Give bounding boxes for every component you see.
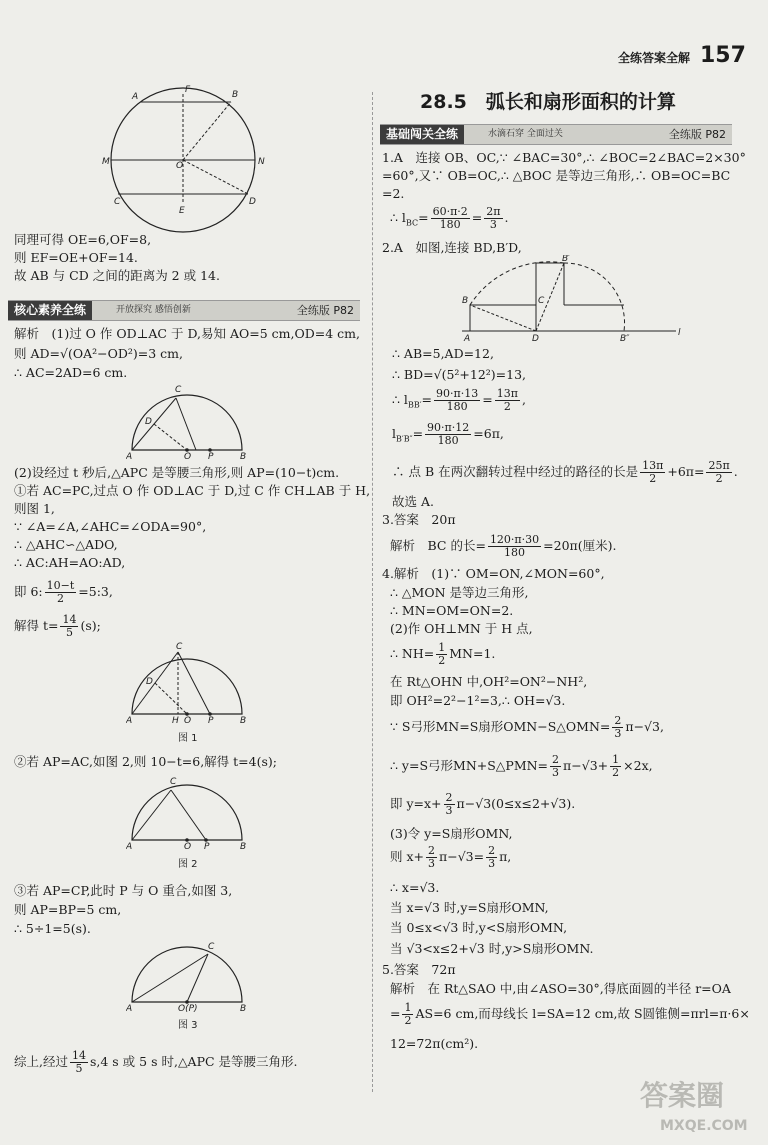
left-line-1: 同理可得 OE=6,OF=8, [14, 232, 152, 247]
section-tag: 基础闯关全练 [380, 125, 464, 144]
q4-line-1: 4.解析 (1)∵ OM=ON,∠MON=60°, [382, 566, 605, 581]
eq-text: π−√3+ [563, 758, 609, 773]
q4-line-6: 在 Rt△OHN 中,OH²=ON²−NH², [390, 674, 588, 689]
q1-line-2: =60°,又∵ OB=OC,∴ △BOC 是等边三角形,∴ OB=OC=BC [382, 168, 731, 183]
svg-text:B″: B″ [620, 334, 630, 344]
eq-text: 综上,经过 [14, 1054, 68, 1069]
semicircle-diagram [126, 380, 246, 460]
numerator: 60·π·2 [432, 205, 468, 218]
denominator: 3 [445, 804, 453, 817]
eq-text: ×2x, [623, 758, 653, 773]
fraction [434, 388, 480, 413]
line-ob [183, 102, 231, 160]
q5-answer: 5.答案 72π [382, 962, 456, 977]
denominator: 2 [404, 1014, 412, 1027]
numerator: 2 [428, 844, 435, 857]
figure-2-caption: 图 2 [178, 859, 198, 870]
left-p2: 则 AD=√(OA²−OD²)=3 cm, [14, 346, 183, 361]
left-p7: ∵ ∠A=∠A,∠AHC=∠ODA=90°, [14, 519, 207, 534]
eq-text: +6π= [667, 464, 705, 479]
q4-line-16: 当 √3<x≤2+√3 时,y>S扇形OMN. [390, 941, 594, 956]
svg-text:O: O [176, 161, 184, 171]
q2-line-2: ∴ AB=5,AD=12, [392, 346, 494, 361]
svg-text:B: B [240, 452, 246, 460]
arc-b1b2 [564, 263, 625, 331]
denominator: 3 [428, 857, 435, 870]
denominator: 3 [488, 857, 496, 870]
svg-text:O(P): O(P) [178, 1004, 198, 1014]
svg-text:B: B [232, 90, 239, 100]
numerator: 90·π·12 [427, 421, 470, 434]
svg-text:M: M [102, 157, 110, 167]
watermark-url: MXQE.COM [660, 1118, 748, 1134]
left-p13: ③若 AP=CP,此时 P 与 O 重合,如图 3, [14, 883, 233, 898]
eq-text: ∵ S弓形MN=S扇形OMN−S△OMN= [390, 719, 611, 734]
svg-text:D: D [146, 677, 153, 687]
numerator: 10−t [46, 579, 75, 592]
fraction [640, 460, 665, 485]
fraction [402, 1002, 413, 1027]
line-do [154, 424, 187, 450]
left-line-2: 则 EF=OE+OF=14. [14, 250, 138, 265]
left-p15: ∴ 5÷1=5(s). [14, 921, 91, 936]
svg-text:A: A [132, 92, 139, 102]
arc-sub: BB′ [407, 400, 422, 410]
fraction [60, 614, 78, 639]
fraction [45, 580, 77, 605]
eq-text: 解得 t= [14, 618, 59, 633]
figure-2 [126, 770, 246, 875]
section-title: 28.5 弧长和扇形面积的计算 [420, 91, 676, 113]
svg-text:l: l [678, 328, 681, 338]
fraction [706, 460, 731, 485]
svg-text:C: C [175, 385, 182, 395]
fraction [425, 422, 471, 447]
fraction [70, 1050, 88, 1075]
q4-line-2: ∴ △MON 是等边三角形, [390, 585, 529, 600]
svg-text:O: O [184, 452, 192, 460]
svg-text:B′: B′ [562, 255, 571, 264]
svg-text:D: D [532, 334, 539, 344]
q1-line-3: =2. [382, 186, 405, 201]
fraction [610, 754, 621, 779]
q4-line-9 [390, 752, 653, 780]
svg-text:P: P [204, 842, 210, 852]
fraction [612, 715, 623, 740]
numerator: 1 [612, 753, 620, 766]
q2-line-3: ∴ BD=√(5²+12²)=13, [392, 367, 527, 382]
denominator: 2 [438, 654, 446, 667]
left-p1: 解析 (1)过 O 作 OD⊥AC 于 D,易知 AO=5 cm,OD=4 cm, [14, 326, 360, 341]
numerator: 120·π·30 [489, 533, 540, 546]
eq-text: =6π, [473, 426, 504, 441]
q3-analysis [390, 532, 616, 560]
line-cp [178, 652, 210, 714]
denominator: 3 [489, 218, 497, 231]
fraction [495, 388, 520, 413]
numerator: 14 [71, 1049, 86, 1062]
numerator: 2 [552, 753, 560, 766]
watermark-logo: 答案圈 [640, 1079, 725, 1112]
denominator: 5 [75, 1062, 83, 1075]
left-p4: (2)设经过 t 秒后,△APC 是等腰三角形,则 AP=(10−t)cm. [14, 465, 340, 480]
svg-text:C: C [208, 942, 215, 952]
circle-diagram-top [100, 80, 290, 245]
denominator: 2 [649, 472, 657, 485]
figure-1 [126, 640, 246, 750]
section-ref: 全练版 P82 [296, 304, 354, 317]
q2-line-7: 故选 A. [392, 494, 434, 509]
eq-text: 即 6: [14, 584, 43, 599]
page-number: 157 [700, 43, 746, 68]
svg-text:A: A [464, 334, 471, 344]
svg-text:C: C [114, 197, 121, 207]
svg-text:D: D [145, 417, 152, 427]
fraction [426, 845, 437, 870]
numerator: 2π [486, 205, 501, 218]
line-cp [171, 790, 206, 840]
svg-text:P: P [208, 716, 214, 726]
q4-line-10 [390, 790, 575, 818]
section-sub: 开放探究 感悟创新 [116, 305, 191, 315]
fraction [550, 754, 561, 779]
numerator: 1 [404, 1001, 412, 1014]
denominator: 180 [437, 434, 459, 447]
denominator: 5 [65, 626, 73, 639]
figure-3-caption: 图 3 [178, 1020, 198, 1031]
semicircle [132, 947, 242, 1002]
eq-text: 解析 BC 的长= [390, 538, 486, 553]
q4-line-13: ∴ x=√3. [390, 880, 440, 895]
svg-text:B: B [240, 1004, 246, 1014]
fraction [484, 206, 502, 231]
numerator: 14 [62, 613, 77, 626]
svg-text:B: B [240, 716, 246, 726]
denominator: 3 [614, 727, 622, 740]
q4-line-5 [390, 640, 495, 668]
eq-text: π−√3(0≤x≤2+√3). [456, 796, 576, 811]
q4-line-3: ∴ MN=OM=ON=2. [390, 603, 514, 618]
svg-text:C: C [170, 777, 177, 787]
eq-text: s,4 s 或 5 s 时,△APC 是等腰三角形. [89, 1054, 298, 1069]
q5-line-1: 解析 在 Rt△SAO 中,由∠ASO=30°,得底面圆的半径 r=OA [390, 981, 731, 996]
left-p16 [14, 1048, 298, 1076]
left-p14: 则 AP=BP=5 cm, [14, 902, 122, 917]
svg-text:D: D [249, 197, 256, 207]
eq-text: =5:3, [78, 584, 113, 599]
q2-line-1: 2.A 如图,连接 BD,B′D, [382, 240, 522, 255]
denominator: 3 [552, 766, 560, 779]
eq-text: 即 y=x+ [390, 796, 442, 811]
eq-text: AS=6 cm,而母线长 l=SA=12 cm,故 S圆锥侧=πrl=π·6× [415, 1006, 750, 1021]
q2-line-6: ∴ 点 B 在两次翻转过程中经过的路径的长是 $\frac{13\pi}{2}$ +6π= $\frac{25\pi}{2}$ . [392, 459, 738, 485]
left-line-3: 故 AB 与 CD 之间的距离为 2 或 14. [14, 268, 220, 283]
section-sub: 水滴石穿 全面过关 [488, 129, 563, 139]
q5-line-2 [390, 1000, 750, 1028]
q4-line-8 [390, 713, 664, 741]
svg-text:A: A [126, 842, 133, 852]
eq-text: π−√3= [439, 849, 485, 864]
denominator: 2 [612, 766, 620, 779]
fraction [431, 206, 470, 231]
eq-text: MN=1. [449, 646, 496, 661]
numerator: 25π [708, 459, 730, 472]
q2-line-5: $l_{B'B''}=$ $\frac{90\cdot\pi\cdot 12}{180}$ =6π, [392, 421, 504, 447]
svg-text:E: E [179, 206, 185, 216]
section-ref: 全练版 P82 [668, 128, 726, 141]
q2-line-4: ∴ $l_{BB'}=$ $\frac{90\cdot\pi\cdot 13}{180}$ = $\frac{13\pi}{2}$ , [392, 387, 526, 413]
q4-line-4: (2)作 OH⊥MN 于 H 点, [390, 621, 533, 636]
eq-text: ∴ NH= [390, 646, 435, 661]
section-bar-right [380, 124, 732, 145]
left-p8: ∴ △AHC∽△ADO, [14, 537, 118, 552]
svg-text:B: B [240, 842, 246, 852]
q1-line-1: 1.A 连接 OB、OC,∵ ∠BAC=30°,∴ ∠BOC=2∠BAC=2×30° [382, 150, 746, 165]
eq-text: 则 x+ [390, 849, 424, 864]
denominator: 2 [503, 400, 511, 413]
svg-text:C: C [538, 296, 545, 306]
left-p10 [14, 578, 113, 606]
left-p9: ∴ AC:AH=AO:AD, [14, 555, 126, 570]
left-p11 [14, 612, 101, 640]
numerator: 13π [496, 387, 518, 400]
left-p12: ②若 AP=AC,如图 2,则 10−t=6,解得 t=4(s); [14, 754, 277, 769]
left-p3: ∴ AC=2AD=6 cm. [14, 365, 128, 380]
numerator: 1 [438, 641, 446, 654]
denominator: 180 [439, 218, 461, 231]
numerator: 13π [642, 459, 664, 472]
figure-3 [126, 932, 246, 1037]
fraction [488, 534, 541, 559]
line-cp [176, 398, 196, 450]
figure-1-caption: 图 1 [178, 733, 198, 744]
arc-sub: B′B″ [396, 434, 413, 444]
fraction [444, 792, 455, 817]
q4-line-11: (3)令 y=S扇形OMN, [390, 826, 513, 841]
svg-text:P: P [208, 452, 214, 460]
svg-text:N: N [258, 157, 265, 167]
numerator: 2 [445, 791, 453, 804]
chord-ac [132, 954, 208, 1002]
numerator: 2 [488, 844, 496, 857]
eq-text: = [390, 1006, 401, 1021]
eq-text: π, [499, 849, 512, 864]
svg-text:A: A [126, 452, 133, 460]
svg-text:A: A [126, 716, 133, 726]
line-bd [470, 305, 536, 331]
left-p5: ①若 AC=PC,过点 O 作 OD⊥AC 于 D,过 C 作 CH⊥AB 于 H, [14, 483, 371, 498]
svg-text:O: O [184, 716, 192, 726]
eq-text: =20π(厘米). [543, 538, 617, 553]
numerator: 90·π·13 [436, 387, 479, 400]
fraction [486, 845, 497, 870]
arc-sub: BC [405, 218, 419, 228]
eq-text: π−√3, [625, 719, 664, 734]
left-p6: 则图 1, [14, 501, 55, 516]
svg-text:F: F [185, 85, 191, 95]
q4-line-14: 当 x=√3 时,y=S扇形OMN, [390, 900, 549, 915]
column-divider [372, 92, 374, 1092]
q5-line-3: 12=72π(cm²). [390, 1036, 479, 1051]
denominator: 2 [56, 592, 64, 605]
q4-line-7: 即 OH²=2²−1²=3,∴ OH=√3. [390, 693, 566, 708]
denominator: 180 [504, 546, 526, 559]
q3-answer: 3.答案 20π [382, 512, 456, 527]
line-do [155, 683, 187, 714]
q1-line-4: ∴ $l_{BC}=$ $\frac{60\cdot\pi\cdot 2}{180}$ = $\frac{2\pi}{3}$ . [390, 205, 509, 231]
header-title: 全练答案全解 [618, 51, 691, 65]
svg-text:H: H [172, 716, 179, 726]
svg-text:A: A [126, 1004, 133, 1014]
svg-text:O: O [184, 842, 192, 852]
eq-text: (s); [80, 618, 101, 633]
line-od [183, 160, 248, 194]
eq-text: ∴ 点 B 在两次翻转过程中经过的路径的长是 [392, 464, 639, 479]
denominator: 180 [446, 400, 468, 413]
eq-text: ∴ y=S弓形MN+S△PMN= [390, 758, 549, 773]
svg-text:C: C [176, 642, 183, 652]
section-bar-left [8, 300, 360, 321]
q4-line-15: 当 0≤x<√3 时,y<S扇形OMN, [390, 920, 568, 935]
fraction [436, 642, 447, 667]
numerator: 2 [614, 714, 622, 727]
rolling-rect-diagram [458, 255, 688, 355]
q4-line-12 [390, 843, 511, 871]
svg-text:B: B [462, 296, 469, 306]
section-tag: 核心素养全练 [8, 301, 92, 320]
denominator: 2 [715, 472, 723, 485]
eq-text: ∴ l [390, 210, 406, 225]
